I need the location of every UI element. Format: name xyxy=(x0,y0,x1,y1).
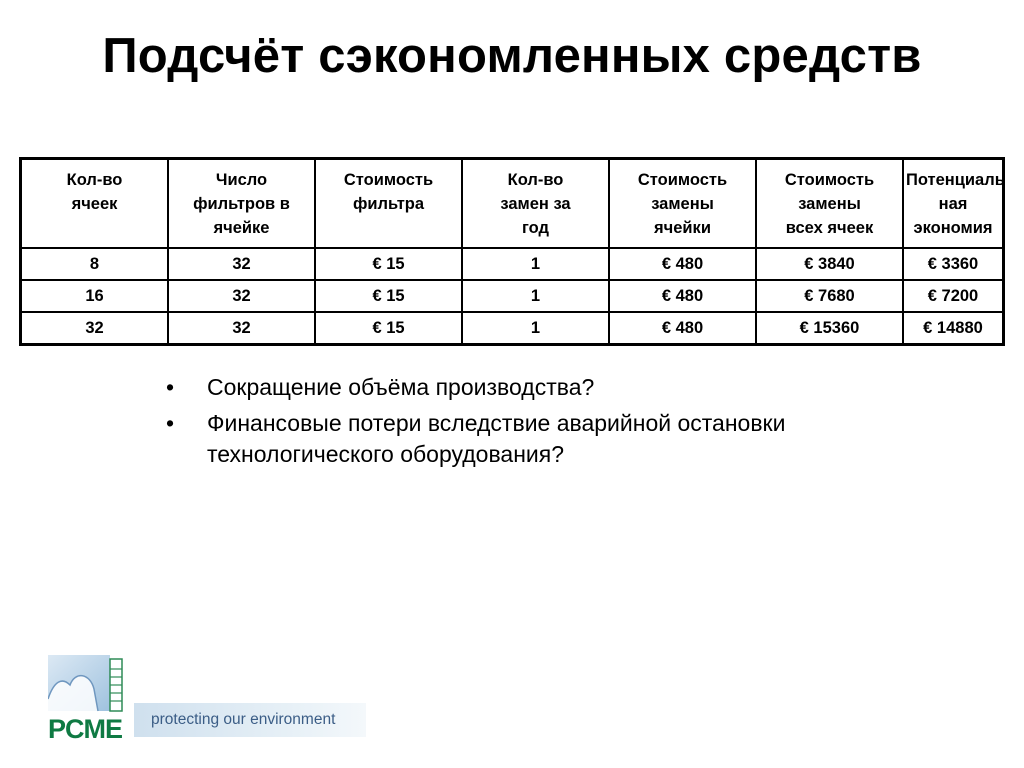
table-cell: 1 xyxy=(462,248,609,280)
table-cell: € 7200 xyxy=(903,280,1004,312)
table-cell: 1 xyxy=(462,280,609,312)
table-cell: € 15 xyxy=(315,280,462,312)
table-row xyxy=(21,312,1004,345)
list-item xyxy=(166,372,847,403)
header-cell-potential-savings: Потенциаль ная экономия xyxy=(903,159,1004,249)
table-cell: € 15360 xyxy=(756,312,903,345)
bullet-marker: • xyxy=(166,374,175,400)
pcme-logo xyxy=(48,655,364,741)
svg-text:PCME: PCME xyxy=(48,714,123,741)
table-cell: 1 xyxy=(462,312,609,345)
pcme-logo-icon xyxy=(48,655,138,741)
table-cell: 32 xyxy=(168,280,315,312)
header-cell-cells-count: Кол-во ячеек xyxy=(21,159,169,249)
table-cell: 32 xyxy=(21,312,169,345)
table-cell: 8 xyxy=(21,248,169,280)
table-header-row xyxy=(21,159,1004,249)
header-cell-replacements-per-year: Кол-во замен за год xyxy=(462,159,609,249)
table-cell: € 14880 xyxy=(903,312,1004,345)
table-cell: € 3840 xyxy=(756,248,903,280)
table-row xyxy=(21,248,1004,280)
bullet-list xyxy=(166,372,847,475)
slide-title: Подсчёт сэкономленных средств xyxy=(102,29,922,83)
bullet-text: Сокращение объёма производства? xyxy=(207,374,595,400)
table-cell: € 480 xyxy=(609,280,756,312)
bullet-text: Финансовые потери вследствие аварийной остановки технологического оборудования? xyxy=(207,410,786,467)
table-cell: € 3360 xyxy=(903,248,1004,280)
table-cell: 16 xyxy=(21,280,169,312)
table-cell: € 15 xyxy=(315,248,462,280)
header-cell-cell-replacement-cost: Стоимость замены ячейки xyxy=(609,159,756,249)
table-cell: 32 xyxy=(168,248,315,280)
savings-table xyxy=(19,157,1005,346)
table-cell: € 15 xyxy=(315,312,462,345)
logo-tagline: protecting our environment xyxy=(134,703,366,737)
table-cell: 32 xyxy=(168,312,315,345)
table-cell: € 480 xyxy=(609,312,756,345)
table-row xyxy=(21,280,1004,312)
table-cell: € 7680 xyxy=(756,280,903,312)
bullet-marker: • xyxy=(166,410,175,436)
header-cell-filter-cost: Стоимость фильтра xyxy=(315,159,462,249)
list-item xyxy=(166,408,847,470)
header-cell-filters-per-cell: Число фильтров в ячейке xyxy=(168,159,315,249)
header-cell-all-cells-replacement-cost: Стоимость замены всех ячеек xyxy=(756,159,903,249)
table-cell: € 480 xyxy=(609,248,756,280)
